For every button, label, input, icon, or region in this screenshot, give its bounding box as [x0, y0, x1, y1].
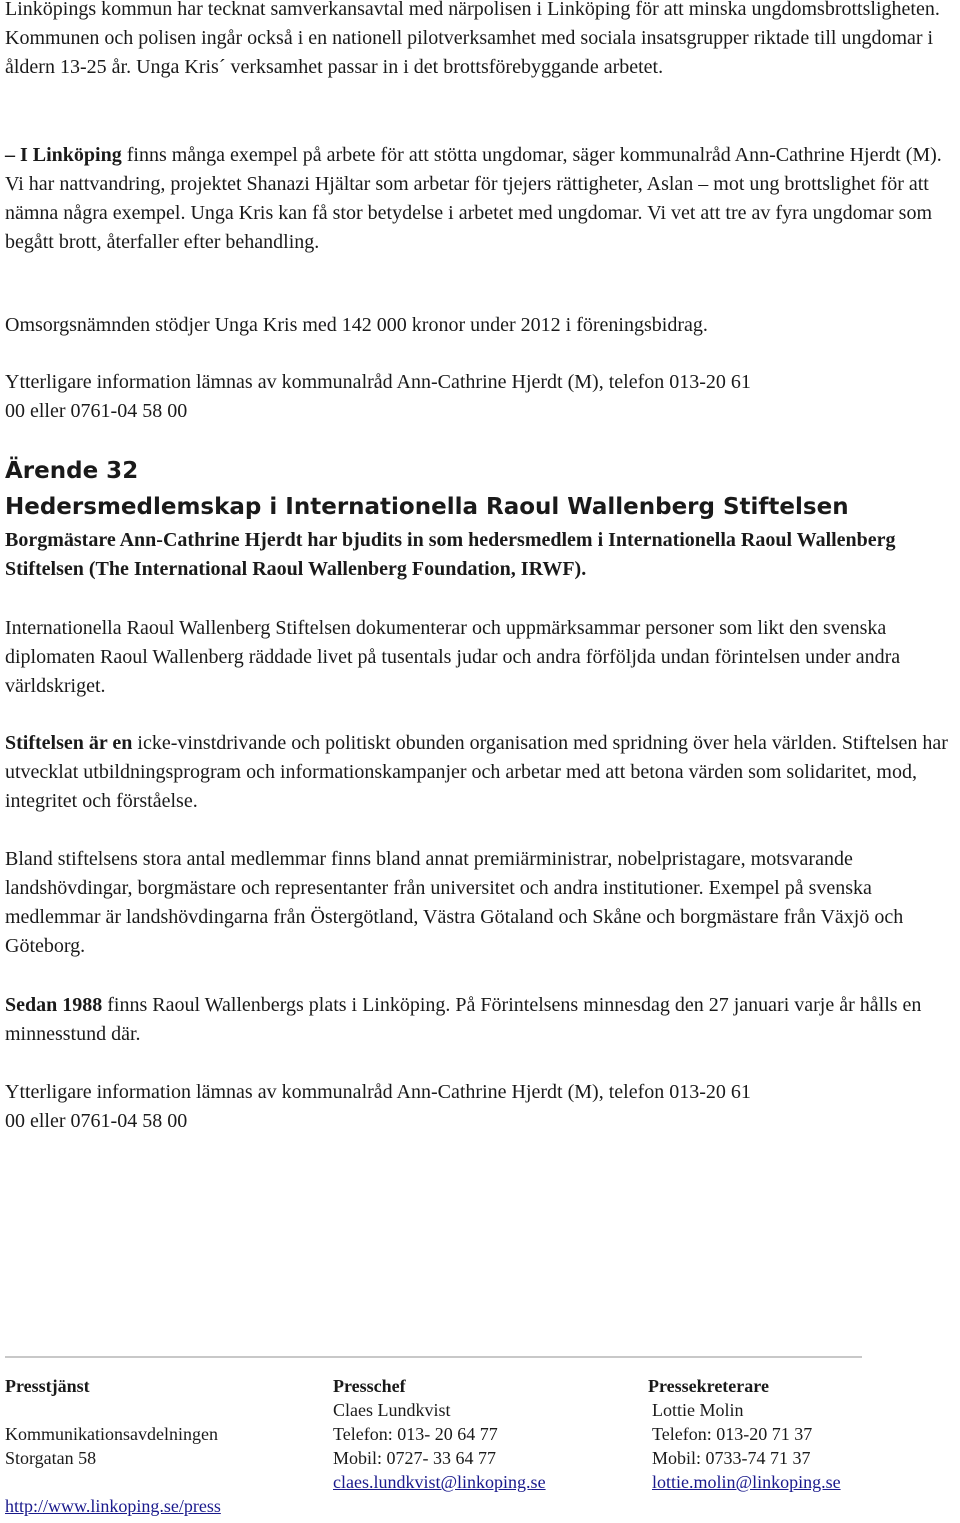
footer-presstjanst — [5, 1374, 90, 1398]
page-title: Hedersmedlemskap i Internationella Raoul Wallenberg Stiftelsen — [5, 494, 849, 520]
paragraph-samverkansavtal: Linköpings kommun har tecknat samverkansavtal med närpolisen i Linköping för att minska ungdomsbrottsligheten. Kommunen och polisen ingår också i en nationell pilotverksamhet med sociala insatsgrupper riktade till ungdomar i åldern 13-25 år. Unga Kris´ verksamhet passar in i det brottsförebyggande arbetet. — [5, 0, 940, 78]
pressekreterare-heading: Pressekreterare — [648, 1376, 769, 1396]
footer-divider — [5, 1356, 862, 1358]
presschef-name: Claes Lundkvist — [333, 1400, 451, 1420]
organisation-text: icke-vinstdrivande och politiskt obunden organisation med spridning över hela världen. Stiftelsen har utvecklat utbildningsprogram och informationskampanjer och arbetar med att betona värden som solidaritet, mod, integritet och förståelse. — [5, 732, 948, 812]
paragraph-memorial — [5, 991, 950, 1049]
footer-presschef — [333, 1374, 406, 1398]
pressekreterare-mobile: Mobil: 0733-74 71 37 — [652, 1448, 811, 1468]
memorial-lead: Sedan 1988 — [5, 994, 103, 1016]
presstjanst-heading: Presstjänst — [5, 1376, 90, 1396]
paragraph-quote — [5, 141, 950, 257]
quote-lead: – I Linköping — [5, 144, 122, 166]
lead-paragraph: Borgmästare Ann-Cathrine Hjerdt har bjudits in som hedersmedlem i Internationella Raoul Wallenberg Stiftelsen (The International Raoul Wallenberg Foundation, IRWF). — [5, 529, 896, 580]
presschef-heading: Presschef — [333, 1376, 406, 1396]
contact-info-2: Ytterligare information lämnas av kommunalråd Ann-Cathrine Hjerdt (M), telefon 013-20 61 00 eller 0761-04 58 00 — [5, 1081, 751, 1132]
memorial-text: finns Raoul Wallenbergs plats i Linköping. På Förintelsens minnesdag den 27 januari varje år hålls en minnesstund där. — [5, 994, 922, 1045]
quote-text: finns många exempel på arbete för att stötta ungdomar, säger kommunalråd Ann-Cathrine Hjerdt (M). Vi har nattvandring, projektet Shanazi Hjältar som arbetar för tjejers rättigheter, Aslan – mot ung brottslighet för att nämna några exempel. Unga Kris kan få stor betydelse i arbetet med ungdomar. Vi vet att tre av fyra ungdomar som begått brott, återfaller efter behandling. — [5, 144, 942, 253]
presschef-email-link[interactable]: claes.lundkvist@linkoping.se — [333, 1472, 546, 1492]
paragraph-members: Bland stiftelsens stora antal medlemmar finns bland annat premiärministrar, nobelpristagare, motsvarande landshövdingar, borgmästare och representanter från universitet och andra institutioner. Exempel på svenska medlemmar är landshövdingarna från Östergötland, Västra Götaland och Skåne och borgmästare från Växjö och Göteborg. — [5, 848, 904, 957]
presschef-phone: Telefon: 013- 20 64 77 — [333, 1424, 498, 1444]
footer-pressekreterare — [648, 1374, 769, 1398]
pressekreterare-email-link[interactable]: lottie.molin@linkoping.se — [652, 1472, 841, 1492]
footer-department: Kommunikationsavdelningen — [5, 1424, 218, 1444]
organisation-lead: Stiftelsen är en — [5, 732, 133, 754]
paragraph-documentation: Internationella Raoul Wallenberg Stiftelsen dokumenterar och uppmärksammar personer som likt den svenska diplomaten Raoul Wallenberg räddade livet på tusentals judar och andra förföljda undan förintelsen under andra världskriget. — [5, 617, 901, 697]
arende-number: Ärende 32 — [5, 458, 139, 484]
contact-info-1: Ytterligare information lämnas av kommunalråd Ann-Cathrine Hjerdt (M), telefon 013-20 61 00 eller 0761-04 58 00 — [5, 371, 751, 422]
press-link[interactable]: http://www.linkoping.se/press — [5, 1496, 221, 1516]
footer-address: Storgatan 58 — [5, 1448, 97, 1468]
paragraph-organisation — [5, 729, 950, 816]
pressekreterare-name: Lottie Molin — [652, 1400, 744, 1420]
pressekreterare-phone: Telefon: 013-20 71 37 — [652, 1424, 813, 1444]
paragraph-bidrag: Omsorgsnämnden stödjer Unga Kris med 142 000 kronor under 2012 i föreningsbidrag. — [5, 314, 708, 336]
presschef-mobile: Mobil: 0727- 33 64 77 — [333, 1448, 497, 1468]
